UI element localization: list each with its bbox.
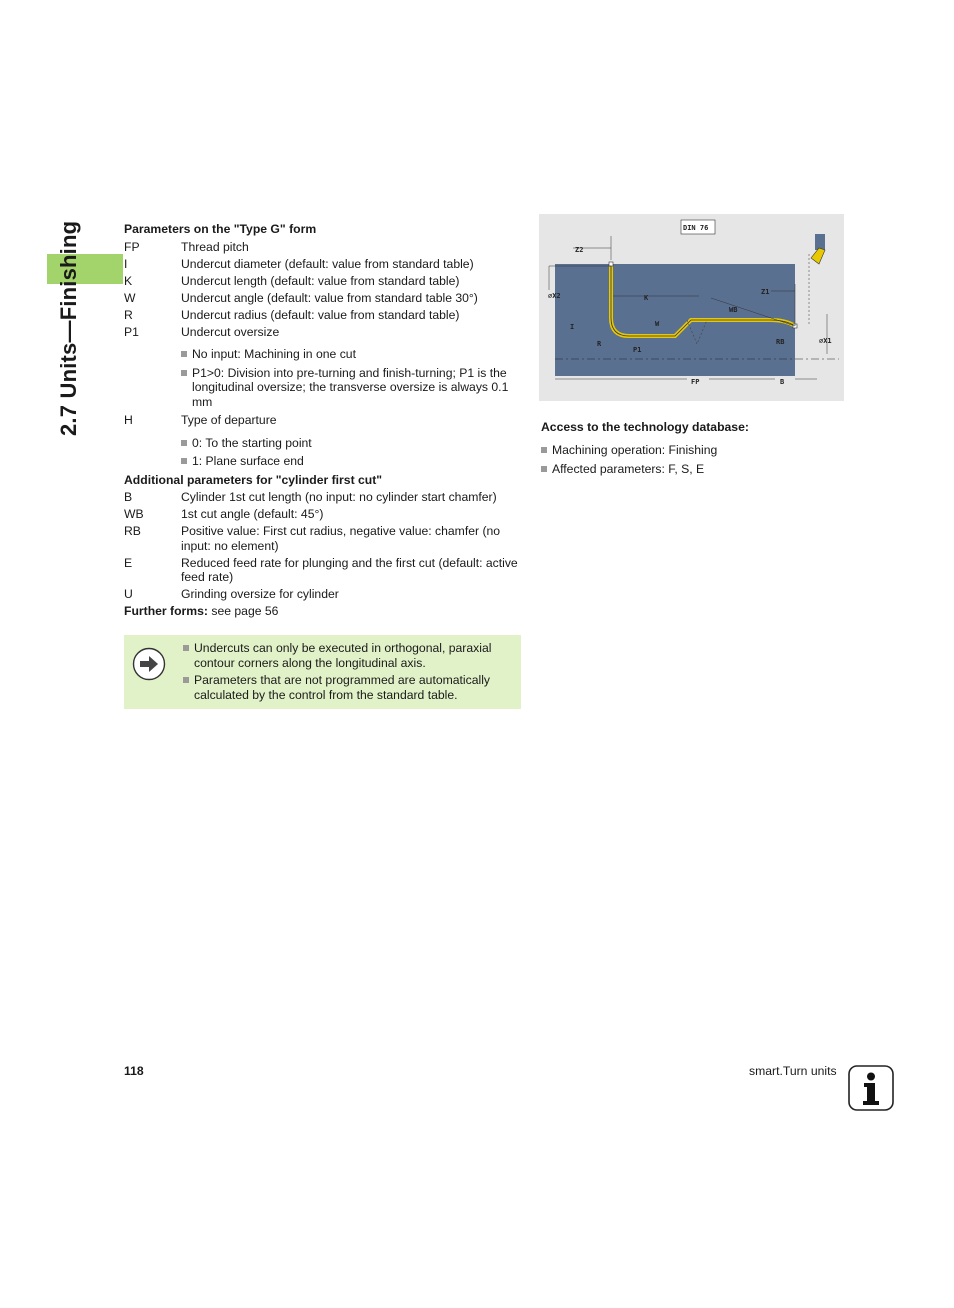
- bullet-square-icon: [183, 677, 189, 683]
- arrow-right-icon: [132, 647, 166, 681]
- p1-label: P1: [633, 346, 642, 354]
- list-item: Undercuts can only be executed in orthogonal, paraxial contour corners along the longitudinal axis.: [183, 641, 513, 670]
- param-row: WB 1st cut angle (default: 45°): [124, 507, 324, 521]
- z1-label: Z1: [761, 288, 770, 296]
- din-label: DIN 76: [683, 224, 709, 232]
- tool-insert: [811, 248, 825, 264]
- footer-title: smart.Turn units: [749, 1064, 837, 1078]
- r-label: R: [597, 340, 602, 348]
- further-forms: Further forms: see page 56: [124, 604, 279, 618]
- x1-label: ⌀X1: [819, 337, 832, 345]
- param-row: FP Thread pitch: [124, 239, 249, 254]
- param-row: I Undercut diameter (default: value from standard table): [124, 256, 474, 271]
- bullet-square-icon: [181, 370, 187, 376]
- undercut-diagram: [539, 214, 844, 401]
- param-row: W Undercut angle (default: value from standard table 30°): [124, 290, 478, 305]
- wb-label: WB: [729, 306, 738, 314]
- list-item: 1: Plane surface end: [181, 454, 524, 469]
- list-item: No input: Machining in one cut: [181, 347, 524, 362]
- cylinder-cut-heading: Additional parameters for "cylinder first cut": [124, 472, 383, 487]
- info-icon: [848, 1065, 894, 1111]
- list-item: Affected parameters: F, S, E: [541, 462, 841, 477]
- start-point-marker: [609, 262, 613, 266]
- list-item: Parameters that are not programmed are automatically calculated by the control from the standard table.: [183, 673, 513, 702]
- param-row: U Grinding oversize for cylinder: [124, 587, 339, 601]
- param-row: RB Positive value: First cut radius, negative value: chamfer (no input: no element): [124, 524, 501, 553]
- rb-label: RB: [776, 338, 785, 346]
- note-list: [183, 641, 513, 705]
- fp-label: FP: [691, 378, 700, 386]
- page-reference-link[interactable]: see page 56: [207, 604, 279, 618]
- param-row: P1 Undercut oversize: [124, 324, 280, 339]
- tech-heading: Access to the technology database:: [541, 420, 749, 434]
- list-item: 0: To the starting point: [181, 436, 524, 451]
- param-row: E Reduced feed rate for plunging and the first cut (default: active feed rate): [124, 555, 518, 584]
- type-g-heading: Parameters on the "Type G" form: [124, 222, 317, 236]
- k-label: K: [644, 294, 649, 302]
- z2-label: Z2: [575, 246, 584, 254]
- parameter-column: [124, 222, 524, 619]
- x2-label: ⌀X2: [548, 292, 561, 300]
- param-row: K Undercut length (default: value from standard table): [124, 273, 460, 288]
- b-label: B: [780, 378, 785, 386]
- bullet-square-icon: [181, 351, 187, 357]
- param-row: H Type of departure: [124, 413, 277, 427]
- tool-holder: [815, 234, 825, 250]
- workpiece-cutout: [795, 326, 844, 376]
- list-item: P1>0: Division into pre-turning and finish-turning; P1 is the longitudinal oversize; the transverse oversize is always 0.1 mm: [181, 366, 524, 410]
- bullet-square-icon: [183, 645, 189, 651]
- p1-options: [181, 347, 524, 409]
- bullet-square-icon: [181, 458, 187, 464]
- h-options: [181, 436, 524, 469]
- technology-section: [541, 420, 841, 482]
- w-label: W: [655, 320, 660, 328]
- page-number: 118: [124, 1064, 144, 1078]
- i-label: I: [570, 323, 575, 331]
- bullet-square-icon: [181, 440, 187, 446]
- list-item: Machining operation: Finishing: [541, 443, 841, 458]
- chapter-title: 2.7 Units—Finishing: [56, 220, 81, 436]
- note-box: [124, 635, 521, 709]
- param-row: R Undercut radius (default: value from standard table): [124, 307, 460, 322]
- param-row: B Cylinder 1st cut length (no input: no cylinder start chamfer): [124, 490, 497, 504]
- bullet-square-icon: [541, 466, 547, 472]
- bullet-square-icon: [541, 447, 547, 453]
